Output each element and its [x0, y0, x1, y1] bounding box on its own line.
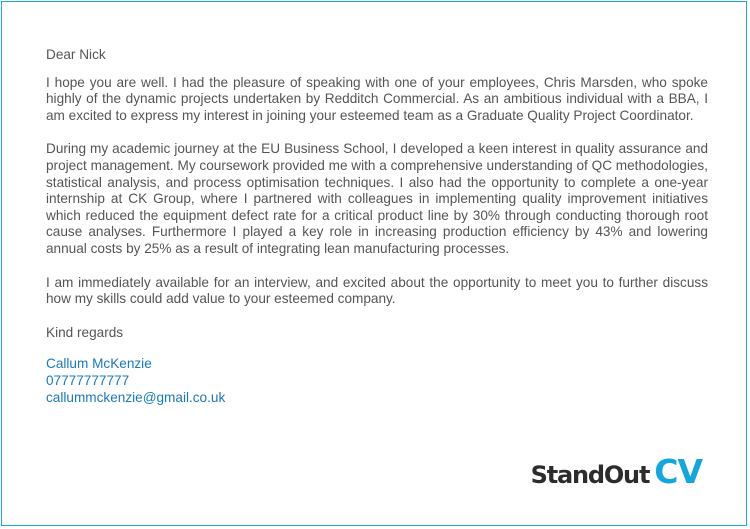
cover-letter	[46, 47, 708, 406]
paragraph-intro: I hope you are well. I had the pleasure of speaking with one of your employees, Chris Marsden, who spoke highly of the dynamic projects undertaken by Redditch Commercial. As an ambitious individual with a BBA, I am excited to express my interest in joining your esteemed team as a Graduate Quality Project Coordinator.	[46, 74, 708, 123]
standout-cv-logo	[531, 452, 702, 491]
signoff: Kind regards	[46, 324, 124, 340]
contact-email[interactable]: callummckenzie@gmail.co.uk	[46, 389, 226, 405]
greeting: Dear Nick	[46, 47, 106, 62]
logo-wordmark: StandOut	[530, 461, 650, 489]
contact-name: Callum McKenzie	[46, 356, 152, 372]
paragraph-experience: During my academic journey at the EU Business School, I developed a keen interest in quality assurance and project management. My coursework provided me with a comprehensive understanding of QC methodologies, statistical analysis, and process optimisation techniques. I also had the opportunity to complete a one-year internship at CK Group, where I partnered with colleagues in implementing quality improvement initiatives which reduced the equipment defect rate for a critical product line by 30% through conducting thorough root cause analyses. Furthermore I played a key role in increasing production efficiency by 43% and lowering annual costs by 25% as a result of integrating lean manufacturing processes.	[46, 141, 708, 256]
paragraph-closing: I am immediately available for an interview, and excited about the opportunity to meet you to further discuss how my skills could add value to your esteemed company.	[46, 274, 708, 307]
contact-phone: 07777777777	[46, 372, 130, 388]
letter-page	[1, 1, 747, 526]
logo-cv-mark: CV	[654, 452, 702, 491]
